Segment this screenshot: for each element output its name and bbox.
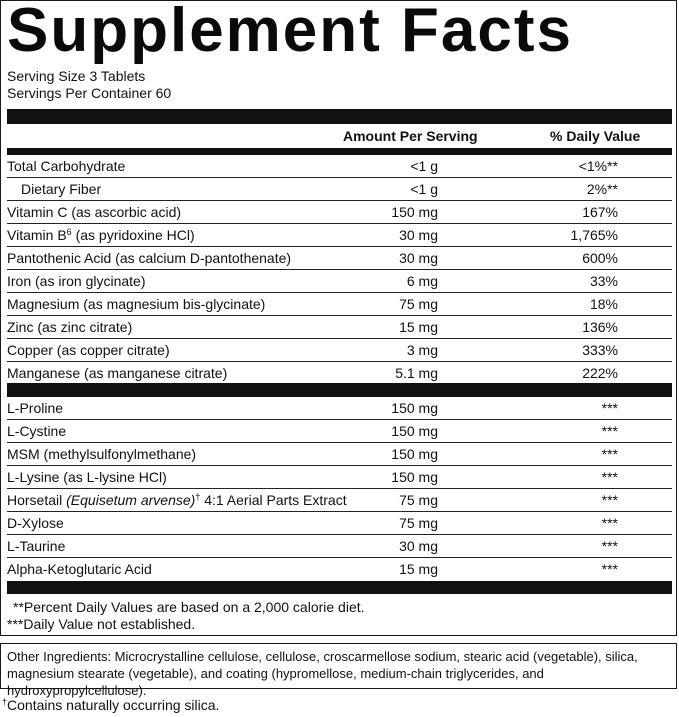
thick-divider	[7, 383, 672, 397]
table-row	[7, 339, 672, 362]
row-name-superscript: †	[195, 492, 201, 502]
row-amount: 6 mg	[406, 273, 438, 289]
row-daily-value: ***	[601, 400, 618, 416]
row-name: L-Taurine	[7, 538, 66, 554]
row-name-part: (as pyridoxine HCl)	[71, 227, 195, 243]
row-daily-value: 2%**	[586, 181, 618, 197]
row-daily-value: 167%	[582, 204, 618, 220]
row-daily-value: 136%	[582, 319, 618, 335]
row-amount: 3 mg	[406, 342, 438, 358]
row-daily-value: 600%	[582, 250, 618, 266]
row-name: Magnesium (as magnesium bis-glycinate)	[7, 296, 266, 312]
row-name-italic: (Equisetum arvense)	[66, 492, 196, 508]
table-row	[7, 397, 672, 420]
row-amount: 75 mg	[399, 296, 438, 312]
row-amount: 75 mg	[399, 515, 438, 531]
row-daily-value: ***	[601, 469, 618, 485]
row-amount: 150 mg	[391, 423, 438, 439]
table-row	[7, 489, 672, 512]
servings-per-container: Servings Per Container 60	[7, 85, 172, 101]
row-amount: 30 mg	[399, 227, 438, 243]
table-row	[7, 558, 672, 581]
table-row	[7, 466, 672, 489]
row-amount: 30 mg	[399, 538, 438, 554]
amount-column-header: Amount Per Serving	[343, 128, 478, 144]
table-row	[7, 362, 672, 385]
table-row	[7, 178, 672, 201]
serving-size: Serving Size 3 Tablets	[7, 68, 146, 84]
row-name: D-Xylose	[7, 515, 64, 531]
row-name	[7, 227, 195, 244]
row-name: MSM (methylsulfonylmethane)	[7, 446, 197, 462]
row-daily-value: 333%	[582, 342, 618, 358]
header-divider	[7, 148, 672, 155]
row-name-part: 4:1 Aerial Parts Extract	[200, 492, 347, 508]
dv-column-header: % Daily Value	[550, 128, 641, 144]
row-daily-value: 1,765%	[570, 227, 618, 243]
row-daily-value: ***	[601, 515, 618, 531]
row-name: Alpha-Ketoglutaric Acid	[7, 561, 152, 577]
row-name: L-Lysine (as L-lysine HCl)	[7, 469, 167, 485]
table-row	[7, 420, 672, 443]
row-amount: 150 mg	[391, 446, 438, 462]
table-row	[7, 443, 672, 466]
row-daily-value: <1%**	[578, 158, 618, 174]
row-name: Iron (as iron glycinate)	[7, 273, 146, 289]
row-daily-value: ***	[601, 492, 618, 508]
row-amount: 150 mg	[391, 204, 438, 220]
row-amount: 15 mg	[399, 319, 438, 335]
table-row	[7, 293, 672, 316]
row-amount: <1 g	[410, 181, 438, 197]
row-name: L-Cystine	[7, 423, 67, 439]
row-name: Pantothenic Acid (as calcium D-pantothenate)	[7, 250, 292, 266]
row-name-part: Vitamin B	[7, 227, 67, 243]
silica-footnote-text: Contains naturally occurring silica.	[7, 697, 220, 713]
footnote-dv-not-established: ***Daily Value not established.	[7, 616, 196, 632]
row-daily-value: 18%	[589, 296, 618, 312]
row-amount: 5.1 mg	[395, 365, 438, 381]
table-row	[7, 316, 672, 339]
row-daily-value: ***	[601, 423, 618, 439]
table-row	[7, 224, 672, 247]
thick-divider	[7, 581, 672, 594]
row-amount: <1 g	[410, 158, 438, 174]
row-name: Zinc (as zinc citrate)	[7, 319, 133, 335]
other-ingredients-text: Other Ingredients: Microcrystalline cellulose, cellulose, croscarmellose sodium, stearic acid (vegetable), silica, magnesium stearate (vegetable), and coating (hypromellose, medium-chain triglycerides, and hydroxypropylcellulose).	[7, 649, 638, 698]
table-row	[7, 512, 672, 535]
thick-divider	[7, 109, 672, 124]
row-amount: 15 mg	[399, 561, 438, 577]
row-amount: 150 mg	[391, 400, 438, 416]
row-name: L-Proline	[7, 400, 64, 416]
row-name: Dietary Fiber	[21, 181, 102, 197]
other-ingredients-box	[0, 643, 677, 698]
row-daily-value: 222%	[582, 365, 618, 381]
row-name	[7, 492, 347, 509]
row-amount: 75 mg	[399, 492, 438, 508]
row-name-superscript: 6	[66, 227, 72, 237]
table-row	[7, 201, 672, 224]
dagger-symbol: †	[2, 697, 8, 707]
row-daily-value: ***	[601, 538, 618, 554]
row-daily-value: ***	[601, 561, 618, 577]
table-row	[7, 270, 672, 293]
row-daily-value: ***	[601, 446, 618, 462]
row-daily-value: 33%	[589, 273, 618, 289]
silica-footnote	[2, 697, 219, 714]
row-name: Copper (as copper citrate)	[7, 342, 170, 358]
row-name: Vitamin C (as ascorbic acid)	[7, 204, 182, 220]
footnote-percent-dv: **Percent Daily Values are based on a 2,000 calorie diet.	[13, 599, 365, 615]
row-amount: 30 mg	[399, 250, 438, 266]
row-name: Manganese (as manganese citrate)	[7, 365, 228, 381]
table-row	[7, 535, 672, 558]
row-amount: 150 mg	[391, 469, 438, 485]
row-name-part: Horsetail	[7, 492, 67, 508]
panel-title: Supplement Facts	[7, 0, 573, 65]
table-row	[7, 155, 672, 178]
row-name: Total Carbohydrate	[7, 158, 126, 174]
table-row	[7, 247, 672, 270]
